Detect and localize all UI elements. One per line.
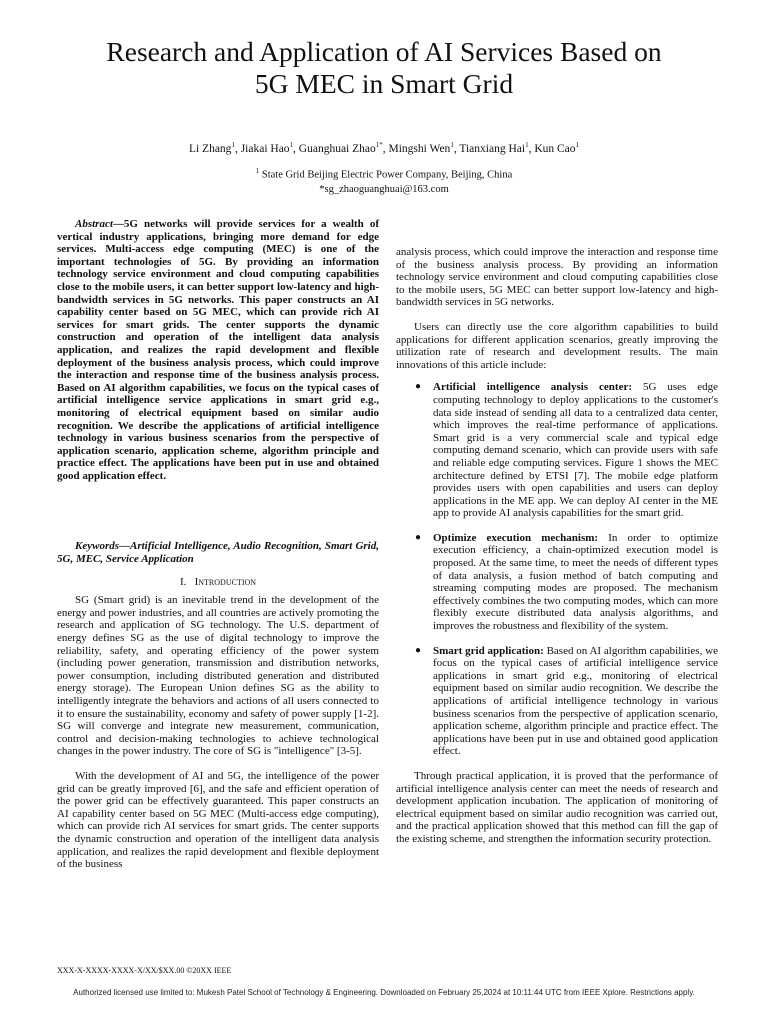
bullet-icon: ● — [415, 644, 422, 656]
author: Mingshi Wen$^1$, — [388, 141, 460, 155]
corresponding-email: *sg_zhaoguanghuai@163.com — [319, 183, 449, 195]
intro-paragraph-3: Users can directly use the core algorithm capabilities to build applications for different application scenarios, greatly improving the utilization rate of research and development results. The main innovations of this article include: — [396, 320, 718, 371]
author: Jiakai Hao$^1$, — [240, 141, 299, 155]
left-column — [57, 218, 379, 871]
author: Li Zhang$^1$, — [188, 141, 241, 155]
title-line-2: 5G MEC in Smart Grid — [254, 68, 514, 99]
section-heading-introduction: I. Introduction — [179, 575, 257, 588]
paper-title — [40, 36, 728, 100]
author: Guanghuai Zhao$^{1*}$, — [298, 141, 389, 155]
list-item: ● Optimize execution mechanism: In order to optimize execution efficiency, a chain-optimized execution model is proposed. At the same time, to meet the needs of different types of data analysis, a fusion method of batch computing and streaming computing modes are proposed. The mechanism effectively combines the two computing modes, which can more flexibly execute distributed data analysis algorithms, and improves the robustness and flexibility of the system. — [415, 531, 718, 633]
copyright-code: XXX-X-XXXX-XXXX-X/XX/$XX.00 ©20XX IEEE — [57, 966, 232, 975]
license-notice: Authorized licensed use limited to: Mukesh Patel School of Technology & Engineering. Downloaded on February 25,2024 at 10:11:44 UTC from IEEE Xplore. Restrictions apply. — [73, 988, 695, 997]
list-item: ● Smart grid application: Based on AI algorithm capabilities, we focus on the typical cases of artificial intelligence service applications in smart grid e.g., monitoring of electrical equipment based on similar audio recognition. We describe the applications of artificial intelligence technology in various business scenarios from the perspective of application scenario, application scheme, algorithm principle and practice effect. The applications have been put in use and obtained good application effect. — [415, 644, 718, 758]
author-list — [40, 138, 728, 156]
innovations-list — [396, 381, 718, 758]
list-item: ● Artificial intelligence analysis center: 5G uses edge computing technology to deploy applications to the customer's data side instead of sending all data to a centralized data center, which improves the real-time performance of applications. Smart grid is a very commercial scale and typical edge computing demand scenario, which can provide users with safe and reliable edge computing services. Figure 1 shows the MEC architecture defined by ETSI [7]. The mobile edge platform provides users with open capabilities and users can deploy applications in the ME app. We can deploy AI center in the ME app to provide AI analysis capabilities for the smart grid. — [415, 381, 718, 520]
keywords: Keywords—Artificial Intelligence, Audio Recognition, Smart Grid, 5G, MEC, Service Application — [57, 540, 379, 566]
bullet-icon: ● — [415, 381, 422, 393]
intro-paragraph-2: With the development of AI and 5G, the intelligence of the power grid can be greatly improved [6], and the safe and efficient operation of the power grid can be effectively guaranteed. This paper constructs an AI capability center based on 5G MEC (Multi-access edge computing), which can provide rich AI services for smart grids. The center supports the dynamic construction and operation of the intelligent data analysis application, and realizes the rapid development and flexible deployment of the business — [57, 769, 379, 871]
affiliation-block — [40, 164, 728, 197]
abstract: Abstract—5G networks will provide services for a wealth of vertical industry applications, bringing more demand for edge services. Multi-access edge computing (MEC) is one of the important technologies of 5G. By providing an information technology service environment and cloud computing capabilities close to the mobile users, it can better support low-latency and high-bandwidth services in 5G networks. This paper constructs an AI capability center based on 5G MEC, which can provide rich AI services for smart grids. The center supports the dynamic construction and operation of the intelligent data analysis application, and realizes the rapid development and flexible deployment of the business analysis process, which could improve the interaction and response time of the business analysis process. Based on AI algorithm capabilities, we focus on the typical cases of artificial intelligence service applications in smart grid e.g., monitoring of electrical equipment based on similar audio recognition. We describe the applications of artificial intelligence technology in various business scenarios from the perspective of application scenario, application scheme, algorithm principle and practice effect. The applications have been put in use and obtained good application effect. — [57, 218, 379, 482]
affiliation: $^1$ State Grid Beijing Electric Power Company, Beijing, China — [255, 167, 513, 181]
title-line-1: Research and Application of AI Services Based on — [106, 36, 662, 67]
right-column — [396, 246, 718, 846]
intro-paragraph-continued: analysis process, which could improve the interaction and response time of the business analysis process. By providing an information technology service environment and cloud computing capabilities close to the mobile users, 5G MEC can better support low-latency and high-bandwidth services in 5G networks. — [396, 246, 718, 309]
author: Kun Cao$^1$ — [534, 141, 580, 155]
intro-paragraph-4: Through practical application, it is proved that the performance of artificial intelligence analysis center can meet the needs of research and development application incubation. The application of monitoring of electrical equipment based on similar audio recognition was carried out, and the practical application showed that this method can fill the gap of the existing scheme, and strengthen the information security protection. — [396, 769, 718, 845]
intro-paragraph-1: SG (Smart grid) is an inevitable trend in the development of the energy and power industries, and all countries are actively promoting the research and application of SG technology. The U.S. department of energy defines SG as the use of digital technology to improve the reliability, safety, and operating efficiency of the power system (including power generation, transmission and distribution networks, power consumption, including distributed generation and distributed energy storage). The European Union defines SG as the ability to intelligently integrate the behaviors and actions of all users connected to it to ensure the sustainability, economy and safety of power supply [1-2]. SG will converge and integrate new measurement, communication, control and decision-making technologies to achieve technological changes in the power industry. The core of SG is "intelligence" [3-5]. — [57, 594, 379, 758]
bullet-icon: ● — [415, 531, 422, 543]
author: Tianxiang Hai$^1$, — [459, 141, 535, 155]
